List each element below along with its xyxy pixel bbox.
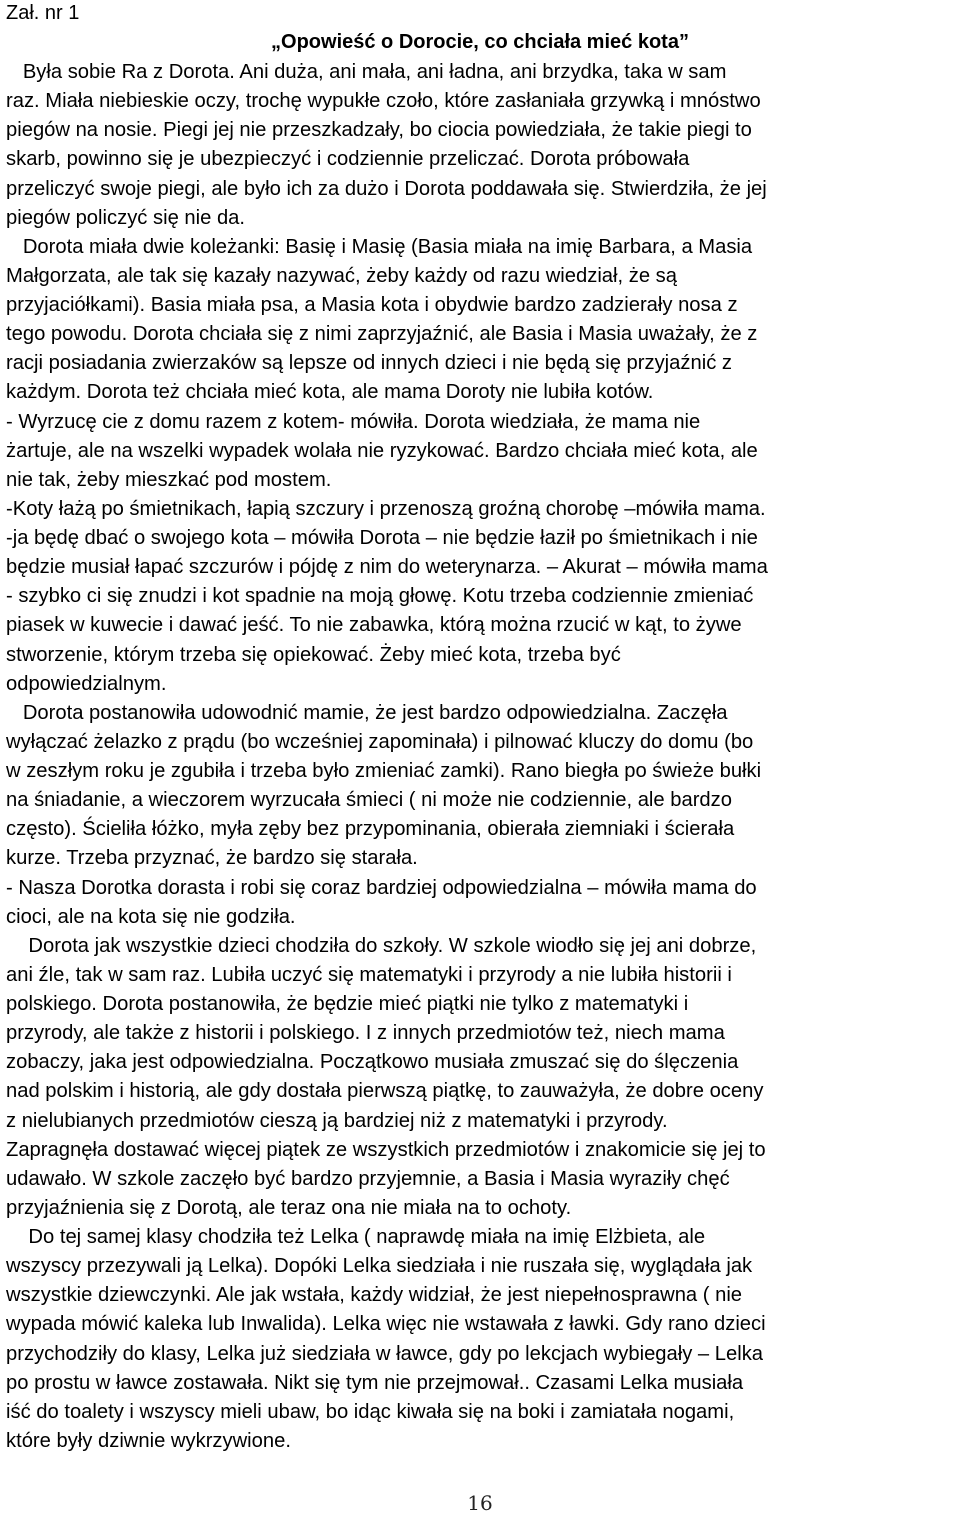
text-line: stworzenie, którym trzeba się opiekować. Żeby mieć kota, trzeba być xyxy=(6,643,621,666)
text-line: wszyscy przezywali ją Lelka). Dopóki Lelka siedziała i nie ruszała się, wyglądała jak xyxy=(6,1255,753,1278)
text-line: przyjaźnienia się z Dorotą, ale teraz ona nie miała na to ochoty. xyxy=(6,1196,572,1219)
text-line: kurze. Trzeba przyznać, że bardzo się starała. xyxy=(6,847,418,870)
page-number: 16 xyxy=(467,1491,493,1515)
text-line: raz. Miała niebieskie oczy, trochę wypukłe czoło, które zasłaniała grzywką i mnóstwo xyxy=(6,90,761,113)
text-line: Dorota postanowiła udowodnić mamie, że jest bardzo odpowiedzialna. Zaczęła xyxy=(6,701,728,724)
text-line: racji posiadania zwierzaków są lepsze od innych dzieci i nie będą się przyjaźnić z xyxy=(6,352,732,375)
text-line: Była sobie Ra z Dorota. Ani duża, ani mała, ani ładna, ani brzydka, taka w sam xyxy=(6,61,727,83)
story-title: „Opowieść o Dorocie, co chciała mieć kota” xyxy=(271,31,689,53)
text-line: każdym. Dorota też chciała mieć kota, ale mama Doroty nie lubiła kotów. xyxy=(6,381,654,404)
text-line: zobaczy, jaka jest odpowiedzialna. Początkowo musiała zmuszać się do ślęczenia xyxy=(6,1051,739,1074)
text-line: piegów na nosie. Piegi jej nie przeszkadzały, bo ciocia powiedziała, że takie piegi to xyxy=(6,119,752,142)
text-line: -ja będę dbać o swojego kota – mówiła Dorota – nie będzie łaził po śmietnikach i nie xyxy=(6,527,758,549)
text-line: przychodziły do klasy, Lelka już siedziała w ławce, gdy po lekcjach wybiegały – Lelka xyxy=(6,1342,764,1365)
text-line: będzie musiał łapać szczurów i pójdę z nim do weterynarza. – Akurat – mówiła mama xyxy=(6,556,768,579)
text-line: Zapragnęła dostawać więcej piątek ze wszystkich przedmiotów i znakomicie się jej to xyxy=(6,1138,766,1161)
text-line: często). Ścieliła łóżko, myła zęby bez przypominania, obierała ziemniaki i ścierała xyxy=(6,818,735,841)
text-line: wszystkie dziewczynki. Ale jak wstała, każdy widział, że jest niepełnosprawna ( nie xyxy=(6,1284,743,1307)
text-line: ani źle, tak w sam raz. Lubiła uczyć się matematyki i przyrody a nie lubiła historii i xyxy=(6,963,732,986)
text-line: wyłączać żelazko z prądu (bo wcześniej zapominała) i pilnować kluczy do domu (bo xyxy=(6,730,754,753)
text-line: przyrody, ale także z historii i polskiego. I z innych przedmiotów też, niech mama xyxy=(6,1022,725,1045)
text-line: - Wyrzucę cie z domu razem z kotem- mówiła. Dorota wiedziała, że mama nie xyxy=(6,410,701,433)
text-line: odpowiedzialnym. xyxy=(6,672,167,695)
text-line: z nielubianych przedmiotów cieszą ją bardziej niż z matematyki i przyrody. xyxy=(6,1109,668,1132)
text-line: skarb, powinno się je ubezpieczyć i codziennie przeliczać. Dorota próbowała xyxy=(6,148,690,171)
text-line: Do tej samej klasy chodziła też Lelka ( naprawdę miała na imię Elżbieta, ale xyxy=(6,1226,706,1248)
text-line: w zeszłym roku je zgubiła i trzeba było zmieniać zamki). Rano biegła po świeże bułki xyxy=(6,760,762,782)
text-line: - szybko ci się znudzi i kot spadnie na moją głowę. Kotu trzeba codziennie zmieniać xyxy=(6,585,754,608)
text-line: Dorota jak wszystkie dzieci chodziła do szkoły. W szkole wiodło się jej ani dobrze, xyxy=(6,934,757,957)
text-line: nad polskim i historią, ale gdy dostała pierwszą piątkę, to zauważyła, że dobre oceny xyxy=(6,1080,764,1103)
text-line: Małgorzata, ale tak się kazały nazywać, żeby każdy od razu wiedział, że są xyxy=(6,264,677,287)
text-line: -Koty łażą po śmietnikach, łapią szczury i przenoszą groźną chorobę –mówiła mama. xyxy=(6,497,766,520)
text-line: które były dziwnie wykrzywione. xyxy=(6,1429,291,1452)
text-line: cioci, ale na kota się nie godziła. xyxy=(6,905,296,928)
text-line: nie tak, żeby mieszkać pod mostem. xyxy=(6,468,332,491)
text-line: przyjaciółkami). Basia miała psa, a Masia kota i obydwie bardzo zadzierały nosa z xyxy=(6,294,738,316)
annex-label: Zał. nr 1 xyxy=(6,2,80,24)
text-line: przeliczyć swoje piegi, ale było ich za dużo i Dorota poddawała się. Stwierdziła, że jej xyxy=(6,177,767,200)
text-line: żartuje, ale na wszelki wypadek wolała nie ryzykować. Bardzo chciała mieć kota, ale xyxy=(6,439,758,462)
text-line: na śniadanie, a wieczorem wyrzucała śmieci ( ni może nie codziennie, ale bardzo xyxy=(6,789,732,812)
text-line: tego powodu. Dorota chciała się z nimi zaprzyjaźnić, ale Basia i Masia uważały, że z xyxy=(6,323,758,346)
text-line: wypada mówić kaleka lub Inwalida). Lelka więc nie wstawała z ławki. Gdy rano dzieci xyxy=(6,1313,766,1336)
text-line: - Nasza Dorotka dorasta i robi się coraz bardziej odpowiedzialna – mówiła mama do xyxy=(6,876,757,899)
story-body xyxy=(6,58,956,1456)
text-line: piegów policzyć się nie da. xyxy=(6,206,246,229)
text-line: piasek w kuwecie i dawać jeść. To nie zabawka, którą można rzucić w kąt, to żywe xyxy=(6,614,742,637)
text-line: Dorota miała dwie koleżanki: Basię i Masię (Basia miała na imię Barbara, a Masia xyxy=(6,235,753,258)
text-line: iść do toalety i wszyscy mieli ubaw, bo idąc kiwała się na boki i zamiatała nogami, xyxy=(6,1400,735,1423)
text-line: po prostu w ławce zostawała. Nikt się tym nie przejmował.. Czasami Lelka musiała xyxy=(6,1371,744,1394)
text-line: polskiego. Dorota postanowiła, że będzie mieć piątki nie tylko z matematyki i xyxy=(6,993,689,1015)
text-line: udawało. W szkole zaczęło być bardzo przyjemnie, a Basia i Masia wyraziły chęć xyxy=(6,1167,730,1190)
